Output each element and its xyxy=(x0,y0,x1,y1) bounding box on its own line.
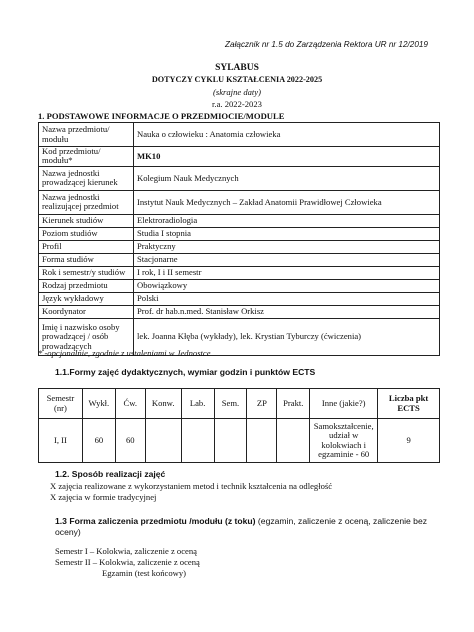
semester1-assessment: Semestr I – Kolokwia, zaliczenie z oceną xyxy=(55,546,197,556)
info-label: Rok i semestr/y studiów xyxy=(39,266,134,279)
info-value: Elektroradiologia xyxy=(134,214,440,227)
delivery-traditional: X zajęcia w formie tradycyjnej xyxy=(50,492,157,502)
section13-heading xyxy=(55,516,440,538)
info-row xyxy=(39,147,440,167)
ects-header-cell: Wykł. xyxy=(82,389,115,419)
info-label: Język wykładowy xyxy=(39,292,134,305)
info-label: Nazwa jednostki realizującej przedmiot xyxy=(39,190,134,214)
ects-value-cell xyxy=(181,419,214,463)
section12-heading: 1.2. Sposób realizacji zajęć xyxy=(55,469,166,479)
ects-value-cell xyxy=(214,419,247,463)
info-row xyxy=(39,253,440,266)
ects-value-cell xyxy=(247,419,277,463)
info-value: MK10 xyxy=(134,147,440,167)
academic-year: r.a. 2022-2023 xyxy=(212,99,262,109)
ects-value-cell: 60 xyxy=(115,419,145,463)
info-label: Imię i nazwisko osoby prowadzącej / osób prowadzących xyxy=(39,318,134,355)
ects-header-cell: Ćw. xyxy=(115,389,145,419)
section11-heading: 1.1.Formy zajęć dydaktycznych, wymiar godzin i punktów ECTS xyxy=(55,367,316,377)
info-value: lek. Joanna Kłęba (wykłady), lek. Krystian Tyburczy (ćwiczenia) xyxy=(134,318,440,355)
section13-heading-rest: (egzamin, zaliczenie z oceną, zaliczenie bez oceny) xyxy=(55,516,428,537)
info-label: Profil xyxy=(39,240,134,253)
ects-value-cell xyxy=(145,419,181,463)
attachment-note: Załącznik nr 1.5 do Zarządzenia Rektora UR nr 12/2019 xyxy=(225,40,428,49)
ects-value-cell: 60 xyxy=(82,419,115,463)
info-row xyxy=(39,166,440,190)
ects-header-cell: Konw. xyxy=(145,389,181,419)
ects-header-cell: ZP xyxy=(247,389,277,419)
ects-value-cell: 9 xyxy=(378,419,440,463)
ects-header-cell: Liczba pkt ECTS xyxy=(378,389,440,419)
basic-info-table xyxy=(38,122,440,356)
info-row xyxy=(39,292,440,305)
info-label: Kierunek studiów xyxy=(39,214,134,227)
document-title: SYLABUS xyxy=(215,63,259,73)
ects-header-cell: Lab. xyxy=(181,389,214,419)
final-exam: Egzamin (test końcowy) xyxy=(102,568,187,578)
info-value: Prof. dr hab.n.med. Stanisław Orkisz xyxy=(134,305,440,318)
footnote: * -opcjonalnie, zgodnie z ustaleniami w Jednostce xyxy=(38,348,211,358)
info-row xyxy=(39,214,440,227)
ects-header-cell: Sem. xyxy=(214,389,247,419)
info-value: Praktyczny xyxy=(134,240,440,253)
info-value: Polski xyxy=(134,292,440,305)
info-label: Nazwa przedmiotu/ modułu xyxy=(39,123,134,147)
section13-heading-bold: 1.3 Forma zaliczenia przedmiotu /modułu (z toku) xyxy=(55,516,256,526)
info-label: Nazwa jednostki prowadzącej kierunek xyxy=(39,166,134,190)
ects-header-cell: Inne (jakie?) xyxy=(310,389,378,419)
ects-value-cell xyxy=(277,419,310,463)
ects-table xyxy=(38,388,440,463)
info-row xyxy=(39,227,440,240)
semester2-assessment: Semestr II – Kolokwia, zaliczenie z oceną xyxy=(55,557,200,567)
info-row xyxy=(39,190,440,214)
info-value: Nauka o człowieku : Anatomia człowieka xyxy=(134,123,440,147)
ects-header-cell: Prakt. xyxy=(277,389,310,419)
ects-value-cell: Samokształcenie, udział w kolokwiach i egzaminie - 60 xyxy=(310,419,378,463)
info-value: Stacjonarne xyxy=(134,253,440,266)
document-subtitle: DOTYCZY CYKLU KSZTAŁCENIA 2022-2025 xyxy=(151,75,323,84)
info-label: Rodzaj przedmiotu xyxy=(39,279,134,292)
info-label: Koordynator xyxy=(39,305,134,318)
info-row xyxy=(39,305,440,318)
info-value: I rok, I i II semestr xyxy=(134,266,440,279)
dates-note: (skrajne daty) xyxy=(213,87,261,97)
info-label: Poziom studiów xyxy=(39,227,134,240)
ects-header-cell: Semestr (nr) xyxy=(39,389,83,419)
delivery-remote: X zajęcia realizowane z wykorzystaniem metod i technik kształcenia na odległość xyxy=(50,481,333,491)
ects-value-cell: I, II xyxy=(39,419,83,463)
info-row xyxy=(39,240,440,253)
info-label: Kod przedmiotu/ modułu* xyxy=(39,147,134,167)
info-value: Instytut Nauk Medycznych – Zakład Anatomii Prawidłowej Człowieka xyxy=(134,190,440,214)
section1-heading: 1. PODSTAWOWE INFORMACJE O PRZEDMIOCIE/MODULE xyxy=(38,111,285,121)
info-label: Forma studiów xyxy=(39,253,134,266)
info-value: Obowiązkowy xyxy=(134,279,440,292)
info-row xyxy=(39,266,440,279)
info-row xyxy=(39,123,440,147)
info-value: Studia I stopnia xyxy=(134,227,440,240)
info-row xyxy=(39,279,440,292)
info-value: Kolegium Nauk Medycznych xyxy=(134,166,440,190)
